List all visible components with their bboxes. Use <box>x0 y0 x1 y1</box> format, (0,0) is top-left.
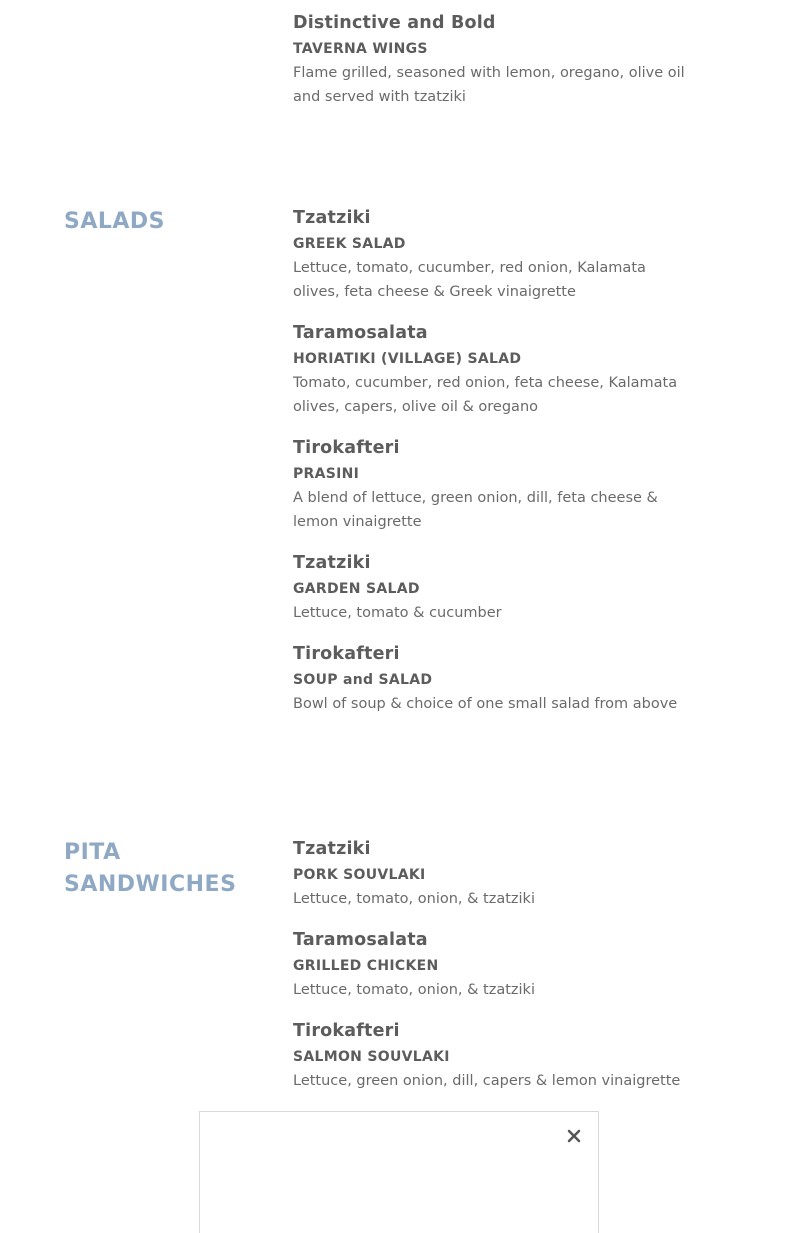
menu-item <box>293 642 688 716</box>
item-name: GREEK SALAD <box>293 236 406 252</box>
item-sauce: Taramosalata <box>293 323 428 343</box>
item-name: PORK SOUVLAKI <box>293 867 426 883</box>
item-name: PRASINI <box>293 466 360 482</box>
menu-item <box>293 11 688 109</box>
section-title-pita: PITA SANDWICHES <box>64 840 237 897</box>
item-name: TAVERNA WINGS <box>293 41 428 57</box>
item-name: SOUP and SALAD <box>293 672 433 688</box>
item-sauce: Tzatziki <box>293 839 371 859</box>
item-name: HORIATIKI (VILLAGE) SALAD <box>293 351 522 367</box>
appetizers-items <box>293 11 688 109</box>
item-description: Bowl of soup & choice of one small salad from above <box>293 696 678 712</box>
item-description: Lettuce, tomato & cucumber <box>293 605 502 621</box>
item-description: Lettuce, green onion, dill, capers & lemon vinaigrette <box>293 1073 681 1089</box>
menu-item <box>293 1019 688 1093</box>
close-button[interactable] <box>564 1126 584 1146</box>
menu-item <box>293 321 688 436</box>
item-description: A blend of lettuce, green onion, dill, feta cheese & lemon vinaigrette <box>293 490 658 530</box>
item-description: Lettuce, tomato, onion, & tzatziki <box>293 982 535 998</box>
item-description: Tomato, cucumber, red onion, feta cheese, Kalamata olives, capers, olive oil & oregano <box>293 375 678 415</box>
item-name: GARDEN SALAD <box>293 581 420 597</box>
item-sauce: Tzatziki <box>293 208 371 228</box>
item-sauce: Distinctive and Bold <box>293 13 496 33</box>
item-sauce: Tzatziki <box>293 553 371 573</box>
item-name: GRILLED CHICKEN <box>293 958 439 974</box>
item-sauce: Tirokafteri <box>293 644 400 664</box>
item-sauce: Tirokafteri <box>293 1021 400 1041</box>
pita-items <box>293 837 688 1093</box>
menu-item <box>293 206 688 321</box>
menu-item <box>293 928 688 1019</box>
item-name: SALMON SOUVLAKI <box>293 1049 450 1065</box>
menu-item <box>293 551 688 642</box>
item-description: Lettuce, tomato, cucumber, red onion, Kalamata olives, feta cheese & Greek vinaigrette <box>293 260 646 300</box>
item-sauce: Taramosalata <box>293 930 428 950</box>
section-title-salads: SALADS <box>64 209 166 234</box>
item-description: Lettuce, tomato, onion, & tzatziki <box>293 891 535 907</box>
menu-item <box>293 837 688 928</box>
popup-dialog <box>199 1111 599 1233</box>
item-sauce: Tirokafteri <box>293 438 400 458</box>
item-description: Flame grilled, seasoned with lemon, oregano, olive oil and served with tzatziki <box>293 65 685 105</box>
close-icon <box>564 1126 584 1146</box>
menu-item <box>293 436 688 551</box>
salads-items <box>293 206 688 716</box>
